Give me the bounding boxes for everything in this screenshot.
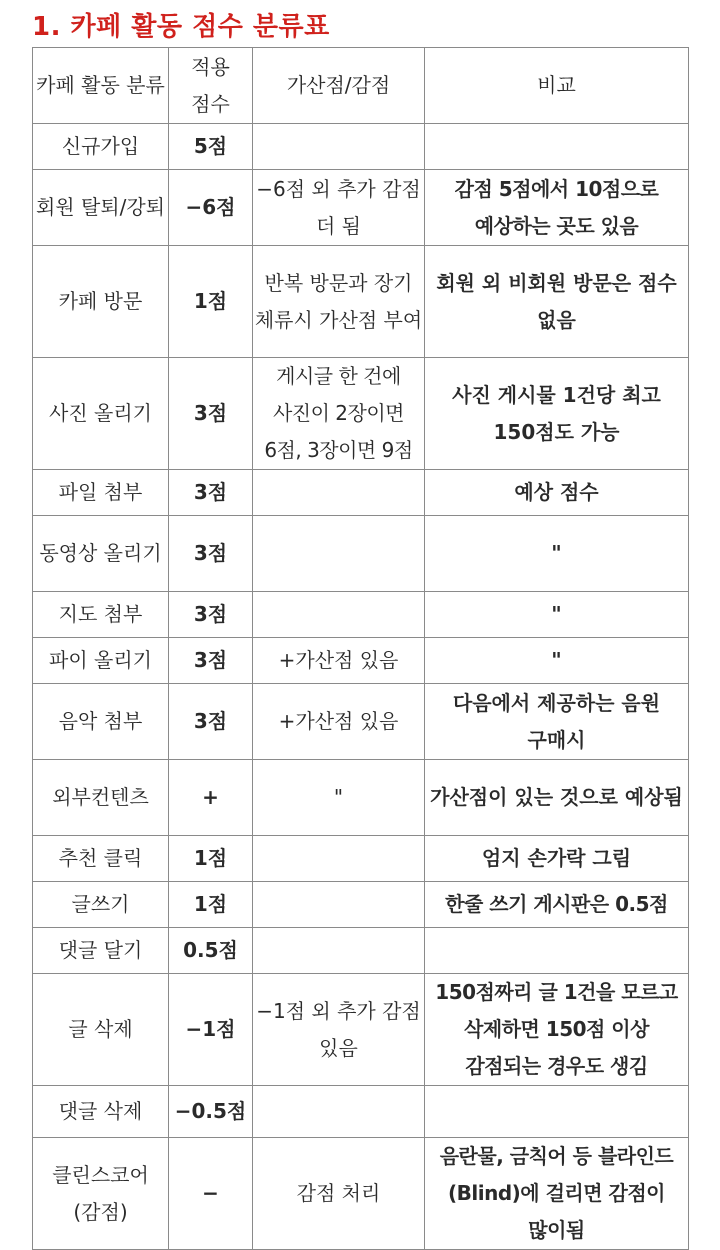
points-cell: + [169,760,253,836]
note-cell: 한줄 쓰기 게시판은 0.5점 [425,882,689,928]
table-row [33,1138,689,1250]
activity-cell: 댓글 달기 [33,928,169,974]
points-cell: 1점 [169,246,253,358]
page-title: 1. 카페 활동 점수 분류표 [32,12,330,42]
points-cell: 1점 [169,836,253,882]
note-cell [425,1086,689,1138]
note-cell: 음란물, 금칙어 등 블라인드(Blind)에 걸리면 감점이 많이됨 [425,1138,689,1250]
table-row [33,1086,689,1138]
note-cell: " [425,592,689,638]
bonus-cell [253,1086,425,1138]
points-cell: 3점 [169,516,253,592]
points-cell: −1점 [169,974,253,1086]
note-cell [425,928,689,974]
bonus-cell [253,592,425,638]
points-cell: −6점 [169,170,253,246]
bonus-cell: −6점 외 추가 감점 더 됨 [253,170,425,246]
table-row [33,246,689,358]
activity-score-table [32,47,689,1250]
activity-cell: 클린스코어(감점) [33,1138,169,1250]
points-cell: 3점 [169,638,253,684]
table-row [33,928,689,974]
table-row [33,638,689,684]
activity-cell: 회원 탈퇴/강퇴 [33,170,169,246]
bonus-cell [253,836,425,882]
note-cell: 가산점이 있는 것으로 예상됨 [425,760,689,836]
note-cell: 150점짜리 글 1건을 모르고 삭제하면 150점 이상 감점되는 경우도 생김 [425,974,689,1086]
bonus-cell: 반복 방문과 장기 체류시 가산점 부여 [253,246,425,358]
points-cell: 0.5점 [169,928,253,974]
activity-cell: 외부컨텐츠 [33,760,169,836]
bonus-cell: 감점 처리 [253,1138,425,1250]
points-cell: −0.5점 [169,1086,253,1138]
activity-cell: 신규가입 [33,124,169,170]
note-cell: " [425,516,689,592]
header-bonus: 가산점/감점 [253,48,425,124]
activity-cell: 동영상 올리기 [33,516,169,592]
note-cell: 엄지 손가락 그림 [425,836,689,882]
activity-cell: 음악 첨부 [33,684,169,760]
table-row [33,684,689,760]
table-row [33,470,689,516]
activity-cell: 파일 첨부 [33,470,169,516]
activity-cell: 카페 방문 [33,246,169,358]
bonus-cell [253,470,425,516]
activity-cell: 사진 올리기 [33,358,169,470]
bonus-cell [253,516,425,592]
points-cell: 3점 [169,470,253,516]
bonus-cell [253,928,425,974]
points-cell: 5점 [169,124,253,170]
activity-cell: 추천 클릭 [33,836,169,882]
activity-cell: 글 삭제 [33,974,169,1086]
bonus-cell: 게시글 한 건에 사진이 2장이면 6점, 3장이면 9점 [253,358,425,470]
activity-cell: 댓글 삭제 [33,1086,169,1138]
header-points: 적용 점수 [169,48,253,124]
activity-cell: 글쓰기 [33,882,169,928]
points-cell: − [169,1138,253,1250]
table-row [33,760,689,836]
activity-cell: 지도 첨부 [33,592,169,638]
points-cell: 3점 [169,592,253,638]
bonus-cell [253,124,425,170]
note-cell: 감점 5점에서 10점으로 예상하는 곳도 있음 [425,170,689,246]
bonus-cell: −1점 외 추가 감점 있음 [253,974,425,1086]
note-cell: 예상 점수 [425,470,689,516]
table-row [33,836,689,882]
table-row [33,974,689,1086]
note-cell: 사진 게시물 1건당 최고 150점도 가능 [425,358,689,470]
table-row [33,516,689,592]
bonus-cell [253,882,425,928]
points-cell: 1점 [169,882,253,928]
bonus-cell: +가산점 있음 [253,638,425,684]
note-cell: 다음에서 제공하는 음원 구매시 [425,684,689,760]
header-activity: 카페 활동 분류 [33,48,169,124]
note-cell: " [425,638,689,684]
note-cell: 회원 외 비회원 방문은 점수 없음 [425,246,689,358]
table-row [33,170,689,246]
points-cell: 3점 [169,684,253,760]
note-cell [425,124,689,170]
activity-cell: 파이 올리기 [33,638,169,684]
bonus-cell: +가산점 있음 [253,684,425,760]
table-row [33,882,689,928]
table-row [33,592,689,638]
table-row [33,358,689,470]
table-row [33,124,689,170]
bonus-cell: " [253,760,425,836]
table-header-row [33,48,689,124]
points-cell: 3점 [169,358,253,470]
header-note: 비교 [425,48,689,124]
